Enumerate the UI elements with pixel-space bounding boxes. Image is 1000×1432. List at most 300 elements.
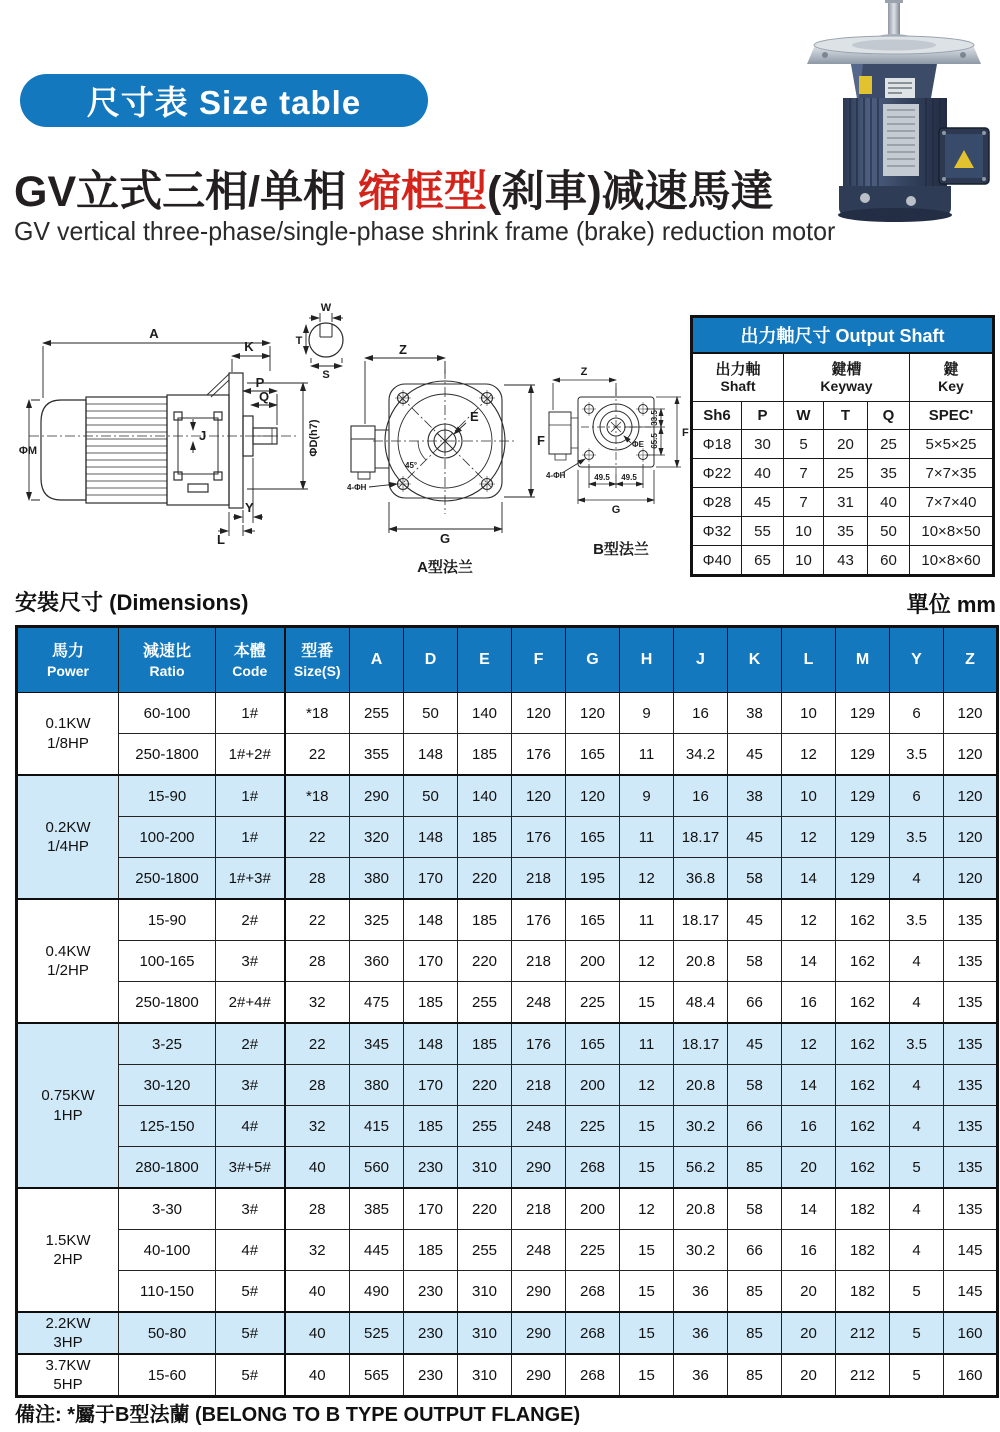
cell: 255	[458, 1230, 512, 1271]
cell: 3-25	[119, 1023, 216, 1065]
cell: 1#	[216, 775, 285, 817]
cell: 110-150	[119, 1271, 216, 1313]
cell: 25	[824, 459, 868, 488]
dim-label-Z: Z	[399, 344, 407, 357]
side-view-shapes	[29, 323, 343, 508]
cell: 15-90	[119, 775, 216, 817]
header-dim-G: G	[566, 627, 620, 693]
cell: 55	[742, 517, 784, 546]
cell: 218	[512, 858, 566, 900]
cell: 345	[350, 1023, 404, 1065]
cell: 16	[782, 982, 836, 1024]
cell: 36	[674, 1271, 728, 1313]
cell: 32	[285, 1230, 350, 1271]
cell: 310	[458, 1312, 512, 1354]
group-header-shaft-en: Shaft	[720, 377, 756, 394]
cell: 3-30	[119, 1188, 216, 1230]
header-dim-D: D	[404, 627, 458, 693]
cell: 148	[404, 899, 458, 941]
output-shaft-row	[692, 546, 994, 576]
power-hp: 1/4HP	[47, 838, 89, 855]
cell: 12	[782, 899, 836, 941]
header-dim-A: A	[350, 627, 404, 693]
cell: 4	[890, 1230, 944, 1271]
cell: 15	[620, 1106, 674, 1147]
cell: 5×5×25	[910, 430, 994, 459]
cell: 10	[784, 517, 824, 546]
dim-label-E: E	[470, 409, 479, 424]
cell: 5	[890, 1271, 944, 1313]
cell: 11	[620, 899, 674, 941]
power-cell	[17, 1312, 119, 1354]
header-code-en: Code	[232, 662, 268, 679]
dim-label-PhiE: ΦE	[632, 440, 644, 449]
dim-label-L: L	[217, 532, 225, 547]
cell: 36.8	[674, 858, 728, 900]
page-title-part1: GV立式三相/单相	[14, 168, 359, 216]
cell: 170	[404, 1188, 458, 1230]
cell: 162	[836, 941, 890, 982]
cell: 290	[512, 1147, 566, 1189]
cell: 28	[285, 941, 350, 982]
table-row	[17, 1271, 998, 1313]
cell: 212	[836, 1312, 890, 1354]
cell: 1#	[216, 817, 285, 858]
page-title-red: 缩框型	[358, 168, 488, 216]
cell: 170	[404, 1065, 458, 1106]
cell: *18	[285, 693, 350, 734]
cell: 15-90	[119, 899, 216, 941]
cell: 290	[512, 1271, 566, 1313]
cell: 5#	[216, 1271, 285, 1313]
cell: 15	[620, 1271, 674, 1313]
cell: 255	[458, 982, 512, 1024]
unit-caption: 單位 mm	[906, 592, 996, 617]
cell: 85	[728, 1354, 782, 1397]
header-power-en: Power	[46, 662, 89, 679]
cell: 145	[944, 1230, 998, 1271]
cell: Φ18	[692, 430, 742, 459]
cell: 14	[782, 1065, 836, 1106]
cell: 1#	[216, 693, 285, 734]
cell: 45	[742, 488, 784, 517]
cell: 220	[458, 941, 512, 982]
header-dim-H: H	[620, 627, 674, 693]
cell: 56.2	[674, 1147, 728, 1189]
cell: 18.17	[674, 899, 728, 941]
cell: 120	[944, 858, 998, 900]
cell: 560	[350, 1147, 404, 1189]
cell: 60-100	[119, 693, 216, 734]
cell: 58	[728, 1065, 782, 1106]
cell: 12	[620, 1188, 674, 1230]
cell: 20	[782, 1271, 836, 1313]
cell: 135	[944, 1188, 998, 1230]
cell: 320	[350, 817, 404, 858]
header-dim-J: J	[674, 627, 728, 693]
cell: 268	[566, 1312, 620, 1354]
cell: 185	[458, 734, 512, 776]
cell: 3.5	[890, 734, 944, 776]
cell: 148	[404, 1023, 458, 1065]
power-hp: 5HP	[53, 1376, 83, 1393]
table-row	[17, 1230, 998, 1271]
cell: 170	[404, 941, 458, 982]
cell: 360	[350, 941, 404, 982]
cell: 129	[836, 817, 890, 858]
cell: 32	[285, 982, 350, 1024]
cell: 20	[782, 1147, 836, 1189]
cell: 66	[728, 1230, 782, 1271]
cell: 185	[404, 1106, 458, 1147]
cell: Φ22	[692, 459, 742, 488]
cell: 20	[824, 430, 868, 459]
dim-label-J: J	[199, 428, 207, 443]
cell: 20	[782, 1312, 836, 1354]
cell: 185	[458, 899, 512, 941]
output-shaft-row	[692, 517, 994, 546]
cell: 10	[782, 693, 836, 734]
cell: 20.8	[674, 1188, 728, 1230]
cell: 195	[566, 858, 620, 900]
cell: 22	[285, 899, 350, 941]
cell: 200	[566, 1188, 620, 1230]
cell: Φ32	[692, 517, 742, 546]
dim-label-K: K	[244, 339, 254, 354]
cell: 5#	[216, 1354, 285, 1397]
power-cell	[17, 693, 119, 776]
power-kw: 2.2KW	[45, 1314, 91, 1332]
cell: 135	[944, 982, 998, 1024]
cell: 9	[620, 693, 674, 734]
flange-a-title: A型法兰	[417, 559, 473, 576]
cell: 212	[836, 1354, 890, 1397]
cell: 10×8×60	[910, 546, 994, 576]
cell: 415	[350, 1106, 404, 1147]
cell: 45	[728, 734, 782, 776]
cell: 310	[458, 1354, 512, 1397]
cell: 490	[350, 1271, 404, 1313]
power-kw: 0.2KW	[45, 818, 91, 836]
cell: 40	[285, 1271, 350, 1313]
cell: 36	[674, 1354, 728, 1397]
dim-label-G: G	[439, 531, 451, 546]
cell: 15	[620, 1230, 674, 1271]
cell: 3.5	[890, 899, 944, 941]
cell: 129	[836, 858, 890, 900]
cell: 6	[890, 693, 944, 734]
power-hp: 1/8HP	[47, 734, 89, 752]
cell: 25	[868, 430, 910, 459]
cell: 3#+5#	[216, 1147, 285, 1189]
table-row	[17, 775, 998, 817]
group-header-shaft	[692, 353, 784, 402]
power-hp: 2HP	[53, 1251, 83, 1268]
cell: 40	[742, 459, 784, 488]
cell: 45	[728, 899, 782, 941]
cell: 66	[728, 982, 782, 1024]
cell: 120	[944, 775, 998, 817]
cell: 60	[868, 546, 910, 576]
cell: 15	[620, 1354, 674, 1397]
cell: 58	[728, 941, 782, 982]
cell: 248	[512, 1230, 566, 1271]
dim-label-Q: Q	[258, 389, 270, 404]
cell: 20	[782, 1354, 836, 1397]
cell: 325	[350, 899, 404, 941]
cell: 16	[674, 693, 728, 734]
cell: 4#	[216, 1230, 285, 1271]
cell: 120	[944, 734, 998, 776]
table-row	[17, 734, 998, 776]
cell: 12	[782, 734, 836, 776]
power-kw: 0.1KW	[45, 715, 91, 732]
dimensions-table	[15, 625, 999, 1398]
cell: 230	[404, 1147, 458, 1189]
section-badge-label: 尺寸表 Size table	[86, 84, 362, 121]
cell: 50-80	[119, 1312, 216, 1354]
cell: 255	[458, 1106, 512, 1147]
cell: 125-150	[119, 1106, 216, 1147]
cell: 182	[836, 1188, 890, 1230]
header-size-zh: 型番	[301, 643, 334, 661]
cell: 100-200	[119, 817, 216, 858]
cell: 220	[458, 1065, 512, 1106]
cell: 18.17	[674, 817, 728, 858]
cell: 11	[620, 817, 674, 858]
cell: 385	[350, 1188, 404, 1230]
table-row	[17, 1065, 998, 1106]
cell: 40	[285, 1312, 350, 1354]
output-shaft-group-header-row	[692, 353, 994, 402]
group-header-key-zh: 鍵	[943, 360, 959, 378]
header-dim-M: M	[836, 627, 890, 693]
cell: 50	[868, 517, 910, 546]
cell: 268	[566, 1147, 620, 1189]
cell: 129	[836, 775, 890, 817]
cell: 250-1800	[119, 734, 216, 776]
cell: 16	[782, 1106, 836, 1147]
group-header-shaft-zh: 出力軸	[715, 360, 761, 378]
header-code	[216, 627, 285, 693]
cell: 40	[285, 1147, 350, 1189]
cell: 230	[404, 1312, 458, 1354]
cell: 10	[784, 546, 824, 576]
cell: 3.5	[890, 1023, 944, 1065]
cell: 34.2	[674, 734, 728, 776]
group-header-key-en: Key	[938, 377, 964, 394]
cell: 40-100	[119, 1230, 216, 1271]
cell: 185	[404, 1230, 458, 1271]
cell: 12	[620, 858, 674, 900]
dimensions-table-header-row	[17, 627, 998, 693]
flange-b-drawing	[545, 352, 703, 577]
cell: 135	[944, 1065, 998, 1106]
cell: 35	[868, 459, 910, 488]
cell: 225	[566, 1106, 620, 1147]
cell: 30-120	[119, 1065, 216, 1106]
cell: 135	[944, 941, 998, 982]
cell: 43	[824, 546, 868, 576]
cell: 162	[836, 1023, 890, 1065]
cell: 10	[782, 775, 836, 817]
cell: 65	[742, 546, 784, 576]
cell: 4	[890, 1065, 944, 1106]
cell: Φ40	[692, 546, 742, 576]
header-ratio-zh: 減速比	[142, 643, 191, 661]
cell: 185	[404, 982, 458, 1024]
power-cell	[17, 1188, 119, 1312]
cell: 565	[350, 1354, 404, 1397]
cell: 135	[944, 899, 998, 941]
cell: 290	[350, 775, 404, 817]
table-row	[17, 899, 998, 941]
col-header: T	[824, 402, 868, 430]
page-title	[14, 158, 774, 219]
cell: 176	[512, 734, 566, 776]
cell: 1#+2#	[216, 734, 285, 776]
cell: 225	[566, 982, 620, 1024]
cell: 16	[674, 775, 728, 817]
cell: 200	[566, 1065, 620, 1106]
motor-photo	[793, 0, 998, 226]
cell: 45	[728, 817, 782, 858]
cell: 4	[890, 1106, 944, 1147]
cell: 170	[404, 858, 458, 900]
table-row	[17, 982, 998, 1024]
cell: 290	[512, 1312, 566, 1354]
header-dim-Z: Z	[944, 627, 998, 693]
cell: 3#	[216, 1188, 285, 1230]
power-kw: 1.5KW	[45, 1231, 91, 1249]
cell: 38	[728, 693, 782, 734]
cell: 4	[890, 982, 944, 1024]
dim-label-4PhiH: 4-ΦH	[347, 483, 367, 492]
cell: 310	[458, 1147, 512, 1189]
cell: 58	[728, 1188, 782, 1230]
cell: 355	[350, 734, 404, 776]
cell: 290	[512, 1354, 566, 1397]
cell: 14	[782, 941, 836, 982]
cell: 16	[782, 1230, 836, 1271]
flange-b-dimensions	[553, 380, 681, 504]
cell: 250-1800	[119, 982, 216, 1024]
cell: 40	[285, 1354, 350, 1397]
dim-label-PhiD: ΦD(h7)	[308, 419, 320, 457]
cell: 120	[566, 775, 620, 817]
flange-a-drawing	[345, 344, 550, 579]
header-ratio	[119, 627, 216, 693]
cell: 12	[782, 1023, 836, 1065]
header-dim-L: L	[782, 627, 836, 693]
header-dim-E: E	[458, 627, 512, 693]
cell: 120	[512, 693, 566, 734]
cell: 18.17	[674, 1023, 728, 1065]
table-row	[17, 1312, 998, 1354]
cell: 22	[285, 817, 350, 858]
cell: 85	[728, 1312, 782, 1354]
cell: 2#+4#	[216, 982, 285, 1024]
group-header-keyway-zh: 鍵槽	[831, 360, 862, 378]
output-shaft-column-header-row	[692, 402, 994, 430]
cell: 100-165	[119, 941, 216, 982]
cell: 20.8	[674, 941, 728, 982]
cell: 120	[566, 693, 620, 734]
cell: 162	[836, 899, 890, 941]
cell: 38	[728, 775, 782, 817]
cell: 248	[512, 1106, 566, 1147]
cell: 15	[620, 1147, 674, 1189]
cell: 148	[404, 817, 458, 858]
cell: 160	[944, 1312, 998, 1354]
group-header-keyway-en: Keyway	[820, 377, 873, 394]
cell: 182	[836, 1230, 890, 1271]
cell: 11	[620, 734, 674, 776]
power-hp: 3HP	[53, 1334, 83, 1351]
header-dim-K: K	[728, 627, 782, 693]
cell: 220	[458, 1188, 512, 1230]
table-row	[17, 1188, 998, 1230]
power-kw: 0.75KW	[41, 1087, 95, 1104]
cell: 380	[350, 1065, 404, 1106]
cell: 230	[404, 1354, 458, 1397]
cell: 445	[350, 1230, 404, 1271]
side-view-drawing	[15, 288, 345, 573]
cell: 3#	[216, 941, 285, 982]
cell: 7×7×35	[910, 459, 994, 488]
table-row	[17, 1354, 998, 1397]
table-row	[17, 693, 998, 734]
page-title-part2: (刹車)减速馬達	[487, 168, 774, 216]
cell: 50	[404, 775, 458, 817]
header-power-zh: 馬力	[51, 643, 84, 661]
cell: 135	[944, 1147, 998, 1189]
output-shaft-row	[692, 459, 994, 488]
header-dim-F: F	[512, 627, 566, 693]
col-header: Sh6	[692, 402, 742, 430]
cell: 4#	[216, 1106, 285, 1147]
dim-label-F: F	[682, 427, 689, 439]
cell: 12	[620, 941, 674, 982]
cell: 165	[566, 817, 620, 858]
section-badge	[20, 74, 428, 127]
dim-label-P: P	[255, 375, 265, 390]
page-subtitle: GV vertical three-phase/single-phase shrink frame (brake) reduction motor	[14, 216, 836, 246]
cell: 140	[458, 775, 512, 817]
cell: 6	[890, 775, 944, 817]
dim-label-Z: Z	[580, 366, 588, 378]
cell: 4	[890, 941, 944, 982]
output-shaft-row	[692, 430, 994, 459]
dim-label-33-5: 33.5	[650, 410, 659, 426]
cell: 28	[285, 858, 350, 900]
output-shaft-table	[690, 315, 995, 577]
cell: 248	[512, 982, 566, 1024]
cell: 268	[566, 1354, 620, 1397]
cell: 380	[350, 858, 404, 900]
dim-label-Y: Y	[245, 500, 254, 515]
cell: 280-1800	[119, 1147, 216, 1189]
cell: 9	[620, 775, 674, 817]
cell: 85	[728, 1271, 782, 1313]
cell: 230	[404, 1271, 458, 1313]
cell: 4	[890, 1188, 944, 1230]
table-row	[17, 858, 998, 900]
cell: 2#	[216, 899, 285, 941]
table-row	[17, 1023, 998, 1065]
dim-label-A: A	[149, 326, 159, 341]
cell: 129	[836, 734, 890, 776]
